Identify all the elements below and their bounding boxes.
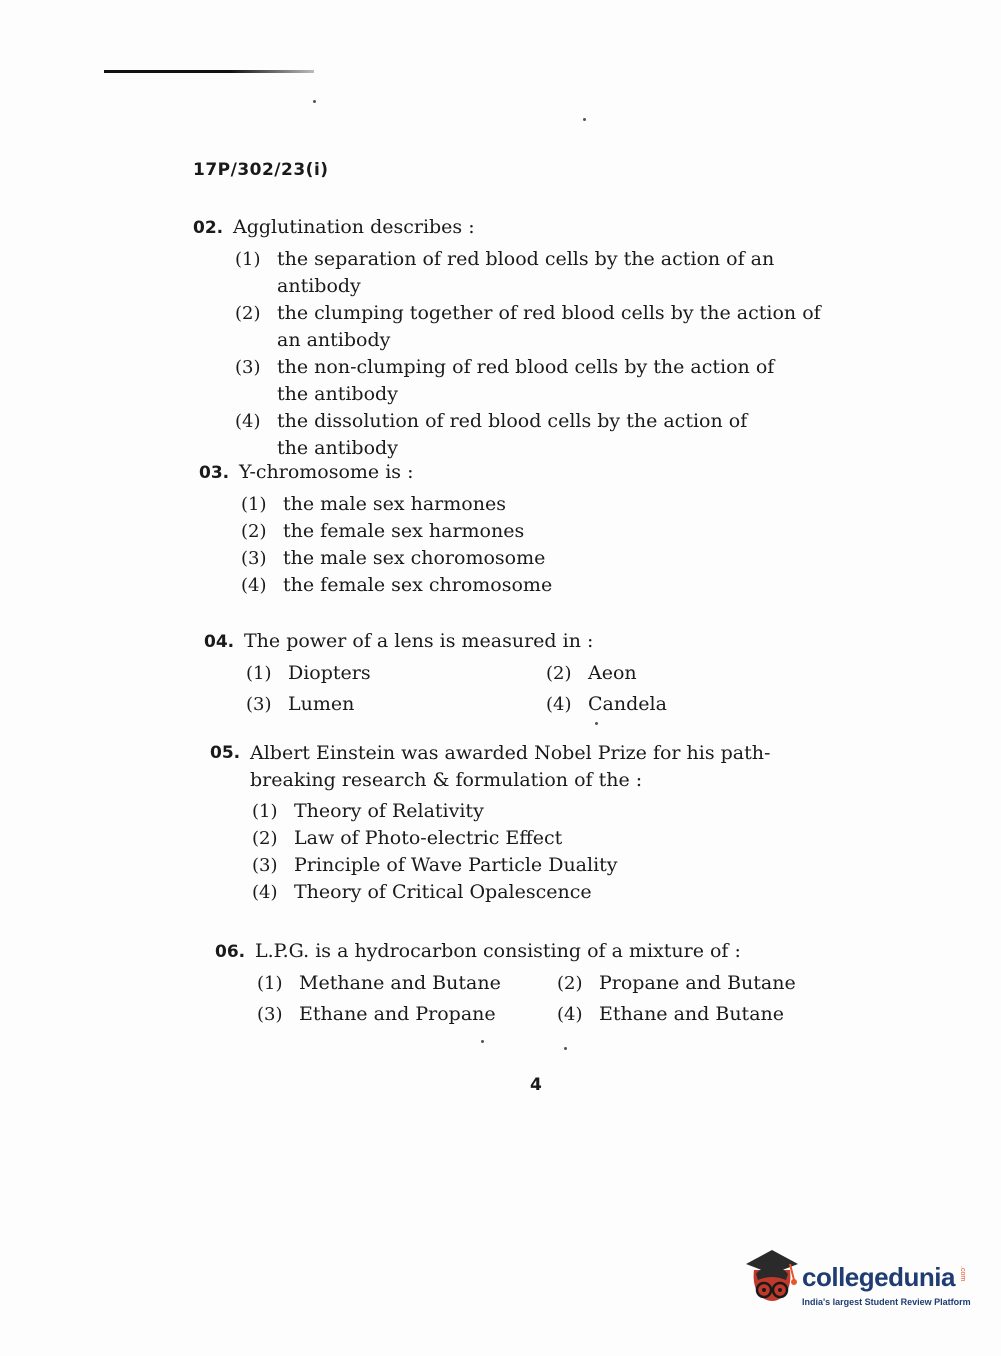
page-number: 4: [530, 1075, 542, 1095]
option-text: the clumping together of red blood cells by the action of an antibody: [277, 302, 821, 351]
option-number: (4): [241, 575, 267, 596]
option-text: Principle of Wave Particle Duality: [294, 854, 618, 876]
option-number: (3): [241, 548, 267, 569]
option-text: Aeon: [588, 662, 637, 684]
option-text: Methane and Butane: [299, 972, 501, 994]
option: [257, 970, 557, 997]
option-number: (4): [546, 694, 572, 715]
option: [557, 1001, 857, 1028]
question-number: 05.: [210, 743, 241, 763]
scan-speck: [481, 1040, 484, 1043]
option-list: [241, 491, 799, 599]
question-stem: Y-chromosome is :: [239, 461, 414, 483]
option-grid: [257, 970, 855, 1028]
option: [252, 825, 850, 852]
option-number: (2): [241, 521, 267, 542]
question-05: [210, 740, 850, 906]
question-02: [193, 214, 833, 462]
option: [241, 518, 799, 545]
option-text: the separation of red blood cells by the action of an antibody: [277, 248, 775, 297]
option-text: the dissolution of red blood cells by the action of the antibody: [277, 410, 748, 459]
option-grid: [246, 660, 844, 718]
option-number: (3): [246, 694, 272, 715]
question-stem: L.P.G. is a hydrocarbon consisting of a mixture of :: [255, 940, 741, 962]
option-text: the male sex choromosome: [283, 547, 546, 569]
option: [252, 852, 850, 879]
option: [252, 879, 850, 906]
option-number: (2): [235, 303, 261, 324]
question-04: [204, 628, 844, 718]
question-number: 03.: [199, 463, 230, 483]
option-number: (3): [235, 357, 261, 378]
option-number: (2): [252, 828, 278, 849]
option: [257, 1001, 557, 1028]
option-text: the female sex harmones: [283, 520, 525, 542]
scan-speck: [583, 118, 586, 121]
option: [235, 408, 833, 462]
question-header: [210, 740, 850, 794]
question-stem: Albert Einstein was awarded Nobel Prize for his path-breaking research & formulation of the :: [250, 742, 771, 791]
option: [246, 691, 546, 718]
option-number: (1): [246, 663, 272, 684]
question-stem: Agglutination describes :: [233, 216, 475, 238]
option: [252, 798, 850, 825]
scan-speck: [595, 722, 598, 725]
option: [246, 660, 546, 687]
brand-domain: .com: [959, 1266, 966, 1282]
option-text: the male sex harmones: [283, 493, 506, 515]
option-number: (1): [241, 494, 267, 515]
brand-name: collegedunia: [802, 1262, 955, 1292]
option: [546, 660, 846, 687]
question-number: 02.: [193, 218, 224, 238]
option: [241, 545, 799, 572]
option-number: (2): [557, 973, 583, 994]
option: [557, 970, 857, 997]
scan-speck: [564, 1047, 567, 1050]
option-number: (1): [235, 249, 261, 270]
option-number: (1): [257, 973, 283, 994]
option: [235, 246, 833, 300]
option-number: (2): [546, 663, 572, 684]
scan-speck: [313, 100, 316, 103]
option-text: Theory of Relativity: [294, 800, 484, 822]
option-number: (1): [252, 801, 278, 822]
brand-tagline: India's largest Student Review Platform: [802, 1297, 971, 1307]
option: [241, 491, 799, 518]
header-rule: [104, 70, 314, 73]
option-list: [252, 798, 850, 906]
question-stem: The power of a lens is measured in :: [244, 630, 594, 652]
question-06: [215, 938, 855, 1028]
question-number: 06.: [215, 942, 246, 962]
option: [241, 572, 799, 599]
option-text: Propane and Butane: [599, 972, 796, 994]
paper-code: 17P/302/23(i): [193, 160, 329, 180]
option-text: Lumen: [288, 693, 355, 715]
option-number: (3): [252, 855, 278, 876]
option-number: (3): [257, 1004, 283, 1025]
option-text: Candela: [588, 693, 667, 715]
option: [235, 354, 833, 408]
question-03: [199, 459, 799, 599]
collegedunia-watermark: [742, 1246, 972, 1316]
option: [235, 300, 833, 354]
option-text: Diopters: [288, 662, 371, 684]
option-text: Law of Photo-electric Effect: [294, 827, 563, 849]
option-text: Ethane and Butane: [599, 1003, 784, 1025]
option-text: the non-clumping of red blood cells by the action of the antibody: [277, 356, 775, 405]
option-list: [235, 246, 833, 462]
option-text: Theory of Critical Opalescence: [294, 881, 592, 903]
question-number: 04.: [204, 632, 235, 652]
option-number: (4): [557, 1004, 583, 1025]
mascot-logo-icon: [742, 1246, 802, 1312]
option-number: (4): [235, 411, 261, 432]
option-text: the female sex chromosome: [283, 574, 553, 596]
option: [546, 691, 846, 718]
option-text: Ethane and Propane: [299, 1003, 496, 1025]
option-number: (4): [252, 882, 278, 903]
